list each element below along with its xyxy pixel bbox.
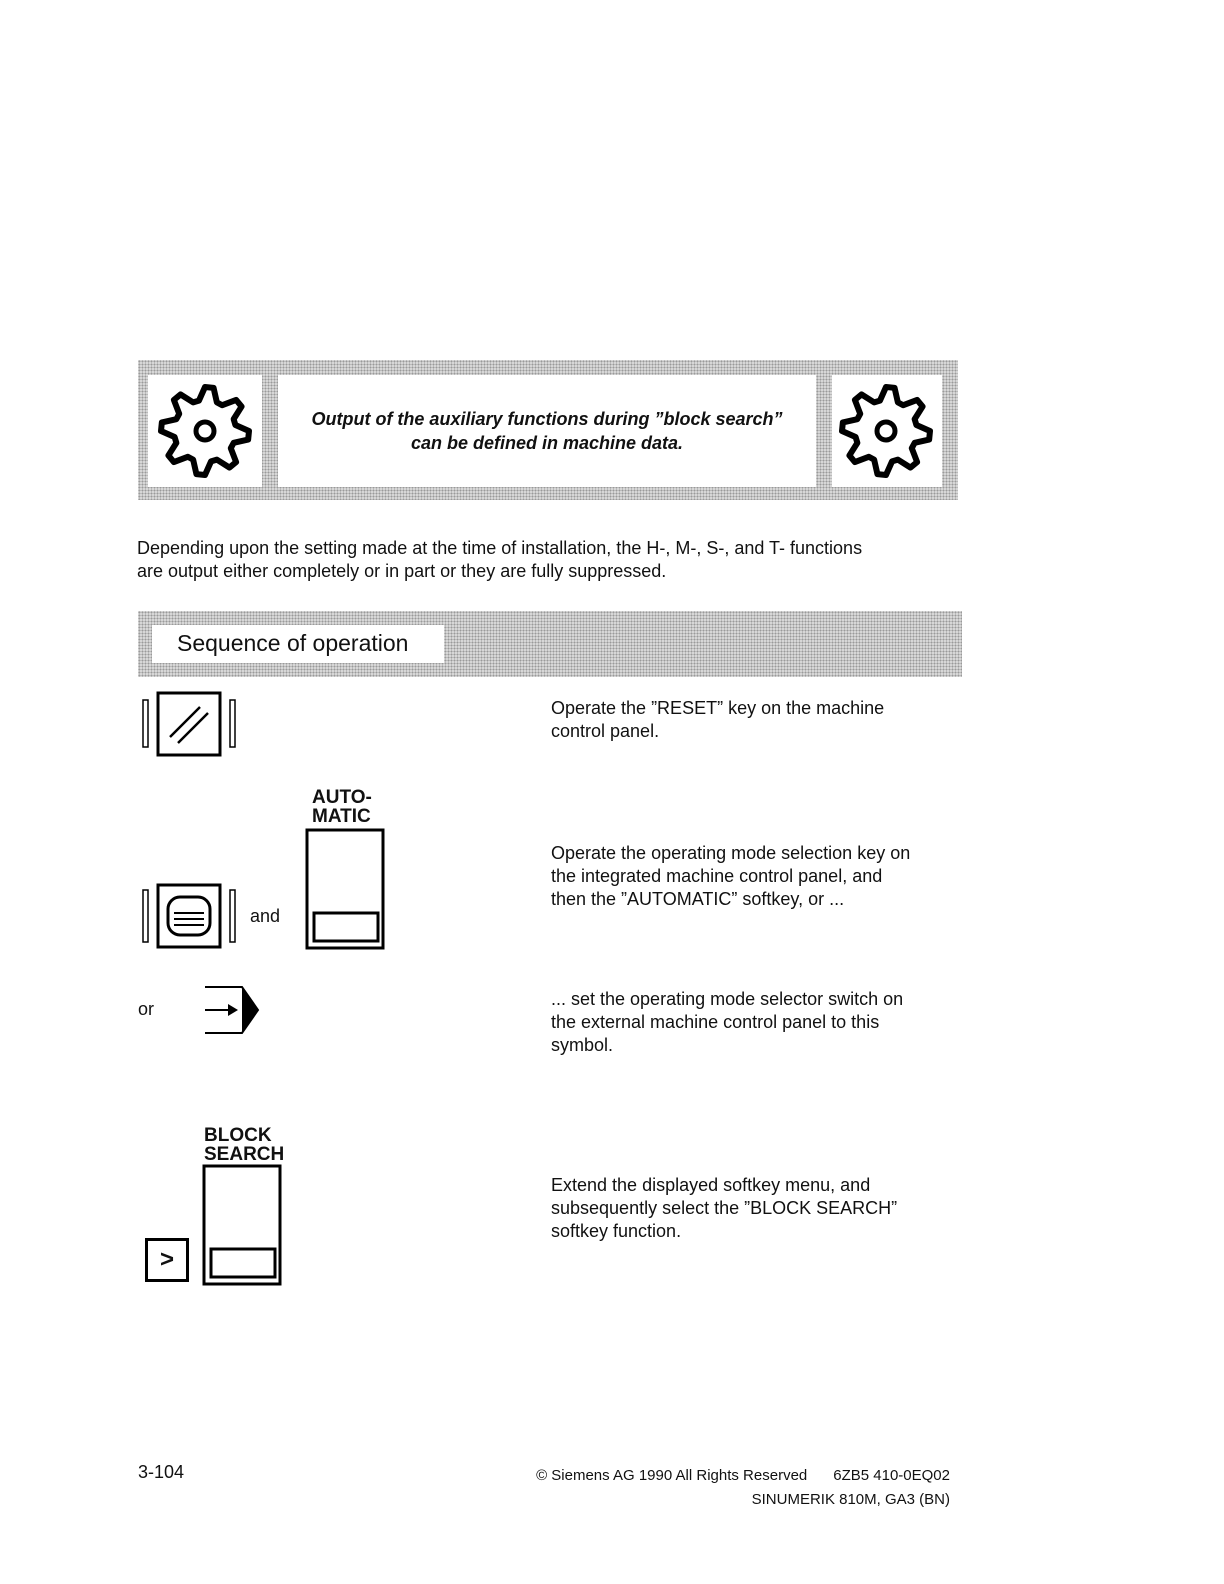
page-number: 3-104 — [138, 1462, 185, 1482]
step-1-text — [551, 697, 951, 743]
softkey-label-line: AUTO- — [312, 787, 372, 808]
note-gear-left — [148, 375, 262, 487]
extend-menu-key-icon[interactable] — [145, 1238, 189, 1282]
automatic-softkey-label — [312, 788, 372, 826]
gear-icon — [836, 381, 936, 481]
copyright: © Siemens AG 1990 All Rights Reserved — [536, 1467, 808, 1484]
step-4-line: subsequently select the ”BLOCK SEARCH” — [551, 1198, 898, 1218]
sequence-title: Sequence of operation — [152, 625, 444, 663]
block-search-softkey-label — [204, 1126, 284, 1164]
step-3-text — [551, 988, 951, 1057]
mode-select-key-icon — [140, 882, 250, 954]
softkey-icon[interactable] — [305, 828, 387, 952]
softkey-icon[interactable] — [202, 1164, 284, 1288]
connector-and: and — [250, 906, 281, 926]
step-3-line: symbol. — [551, 1035, 614, 1055]
step-4-line: softkey function. — [551, 1221, 682, 1241]
step-3-line: ... set the operating mode selector switch on — [551, 989, 904, 1009]
step-2-line: Operate the operating mode selection key on — [551, 843, 911, 863]
automatic-mode-symbol-icon — [200, 983, 264, 1039]
footer-line-1 — [470, 1464, 950, 1488]
step-3-line: the external machine control panel to this — [551, 1012, 880, 1032]
note-text — [278, 375, 816, 487]
intro-line-2: are output either completely or in part or they are fully suppressed. — [137, 561, 667, 581]
softkey-label-line: MATIC — [312, 806, 371, 827]
note-gear-right — [832, 375, 942, 487]
intro-paragraph — [137, 537, 957, 583]
extend-key-glyph: > — [159, 1246, 174, 1273]
order-number: 6ZB5 410-0EQ02 — [833, 1467, 950, 1484]
step-2-line: the integrated machine control panel, and — [551, 866, 883, 886]
step-1-line: Operate the ”RESET” key on the machine — [551, 698, 885, 718]
intro-line-1: Depending upon the setting made at the time of installation, the H-, M-, S-, and T- functions — [137, 538, 863, 558]
step-4-text — [551, 1174, 951, 1243]
step-4-line: Extend the displayed softkey menu, and — [551, 1175, 871, 1195]
softkey-label-line: SEARCH — [204, 1144, 285, 1165]
note-line-1: Output of the auxiliary functions during ”block search” — [311, 409, 783, 429]
step-2-text — [551, 842, 951, 911]
reset-key-icon — [140, 690, 250, 762]
note-line-2: can be defined in machine data. — [410, 433, 684, 453]
gear-icon — [155, 381, 255, 481]
softkey-label-line: BLOCK — [204, 1125, 272, 1146]
footer-info — [470, 1464, 950, 1512]
connector-or: or — [138, 999, 155, 1019]
product-name: SINUMERIK 810M, GA3 (BN) — [751, 1491, 950, 1508]
step-1-line: control panel. — [551, 721, 660, 741]
step-2-line: then the ”AUTOMATIC” softkey, or ... — [551, 889, 845, 909]
